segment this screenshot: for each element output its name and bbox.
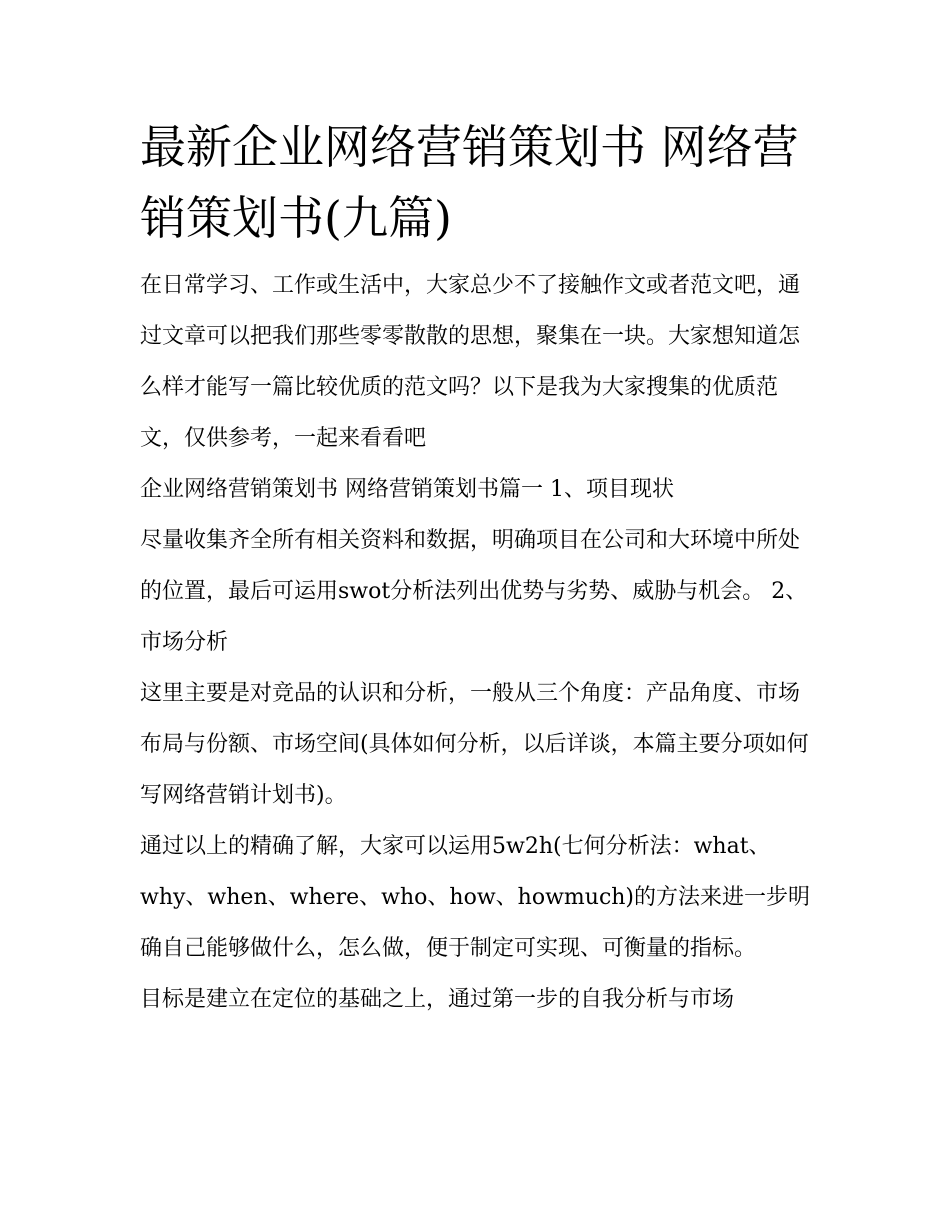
document-page bbox=[140, 112, 815, 1025]
paragraph-5w2h: 通过以上的精确了解，大家可以运用5w2h(七何分析法：what、why、when、where、who、how、howmuch)的方法来进一步明确自己能够做什么，怎么做，便于制定可实现、可衡量的指标。 bbox=[140, 834, 811, 961]
paragraph-project-status: 尽量收集齐全所有相关资料和数据，明确项目在公司和大环境中所处的位置，最后可运用swot分析法列出优势与劣势、威胁与机会。 2、市场分析 bbox=[140, 528, 808, 655]
paragraph-market-analysis: 这里主要是对竞品的认识和分析，一般从三个角度：产品角度、市场布局与份额、市场空间(具体如何分析，以后详谈，本篇主要分项如何写网络营销计划书)。 bbox=[140, 681, 809, 808]
paragraph-intro: 在日常学习、工作或生活中，大家总少不了接触作文或者范文吧，通过文章可以把我们那些零零散散的思想，聚集在一块。大家想知道怎么样才能写一篇比较优质的范文吗？以下是我为大家搜集的优质范文，仅供参考，一起来看看吧 bbox=[140, 273, 801, 451]
paragraph-section-heading: 企业网络营销策划书 网络营销策划书篇一 1、项目现状 bbox=[140, 477, 674, 502]
paragraph-goals: 目标是建立在定位的基础之上，通过第一步的自我分析与市场 bbox=[140, 987, 735, 1012]
document-title: 最新企业网络营销策划书 网络营销策划书(九篇) bbox=[140, 120, 799, 245]
